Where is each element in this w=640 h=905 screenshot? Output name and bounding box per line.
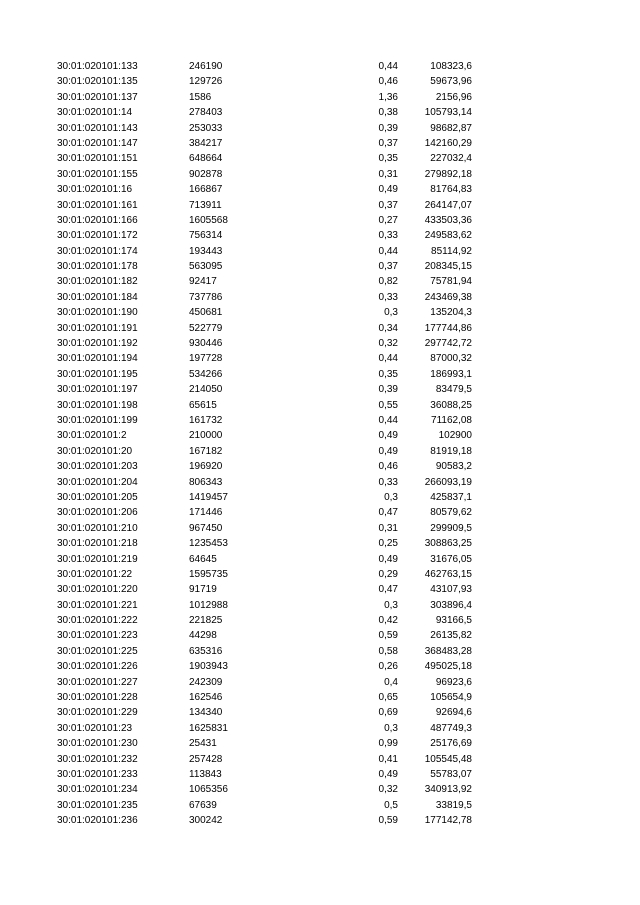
value-cell: 93166,5 bbox=[435, 615, 472, 627]
area-cell: 1419457 bbox=[189, 491, 228, 503]
table-row bbox=[0, 782, 640, 797]
cadastral-number-cell: 30:01:020101:204 bbox=[57, 476, 138, 488]
value-cell: 36088,25 bbox=[430, 399, 472, 411]
rate-cell: 0,49 bbox=[378, 445, 398, 457]
cadastral-number-cell: 30:01:020101:236 bbox=[57, 815, 138, 827]
table-row bbox=[0, 444, 640, 459]
value-cell: 90583,2 bbox=[435, 461, 472, 473]
cadastral-number-cell: 30:01:020101:161 bbox=[57, 199, 138, 211]
value-cell: 71162,08 bbox=[431, 414, 472, 426]
cadastral-number-cell: 30:01:020101:2 bbox=[57, 430, 127, 442]
cadastral-number-cell: 30:01:020101:23 bbox=[57, 722, 133, 734]
table-row bbox=[0, 244, 640, 259]
rate-cell: 0,33 bbox=[378, 230, 398, 242]
table-row bbox=[0, 798, 640, 813]
value-cell: 26135,82 bbox=[430, 630, 472, 642]
rate-cell: 0,44 bbox=[378, 245, 398, 257]
rate-cell: 0,55 bbox=[378, 399, 398, 411]
area-cell: 930446 bbox=[189, 338, 223, 350]
cadastral-number-cell: 30:01:020101:230 bbox=[57, 738, 138, 750]
cadastral-number-cell: 30:01:020101:14 bbox=[57, 107, 133, 119]
table-row bbox=[0, 675, 640, 690]
area-cell: 1625831 bbox=[189, 722, 228, 734]
table-row bbox=[0, 659, 640, 674]
cadastral-number-cell: 30:01:020101:147 bbox=[57, 137, 138, 149]
value-cell: 299909,5 bbox=[430, 522, 472, 534]
table-row bbox=[0, 213, 640, 228]
table-row bbox=[0, 198, 640, 213]
value-cell: 297742,72 bbox=[424, 338, 472, 350]
table-row bbox=[0, 367, 640, 382]
cadastral-number-cell: 30:01:020101:229 bbox=[57, 707, 138, 719]
area-cell: 129726 bbox=[189, 76, 223, 88]
table-row bbox=[0, 459, 640, 474]
cadastral-number-cell: 30:01:020101:198 bbox=[57, 399, 138, 411]
rate-cell: 0,47 bbox=[378, 584, 398, 596]
table-row bbox=[0, 290, 640, 305]
area-cell: 713911 bbox=[189, 199, 222, 211]
data-table bbox=[0, 59, 640, 829]
cadastral-number-cell: 30:01:020101:22 bbox=[57, 568, 133, 580]
rate-cell: 0,26 bbox=[378, 661, 398, 673]
value-cell: 487749,3 bbox=[430, 722, 472, 734]
area-cell: 1065356 bbox=[189, 784, 228, 796]
table-row bbox=[0, 59, 640, 74]
cadastral-number-cell: 30:01:020101:16 bbox=[57, 184, 133, 196]
rate-cell: 1,36 bbox=[378, 91, 398, 103]
cadastral-number-cell: 30:01:020101:233 bbox=[57, 768, 138, 780]
area-cell: 196920 bbox=[189, 461, 223, 473]
table-row bbox=[0, 428, 640, 443]
rate-cell: 0,35 bbox=[378, 368, 398, 380]
value-cell: 105545,48 bbox=[424, 753, 472, 765]
cadastral-number-cell: 30:01:020101:192 bbox=[57, 338, 138, 350]
value-cell: 368483,28 bbox=[424, 645, 472, 657]
table-row bbox=[0, 167, 640, 182]
rate-cell: 0,41 bbox=[378, 753, 398, 765]
area-cell: 246190 bbox=[189, 61, 223, 72]
table-row bbox=[0, 413, 640, 428]
table-row bbox=[0, 628, 640, 643]
rate-cell: 0,37 bbox=[378, 137, 398, 149]
area-cell: 278403 bbox=[189, 107, 223, 119]
rate-cell: 0,49 bbox=[378, 184, 398, 196]
rate-cell: 0,44 bbox=[378, 353, 398, 365]
cadastral-number-cell: 30:01:020101:178 bbox=[57, 261, 138, 273]
cadastral-number-cell: 30:01:020101:137 bbox=[57, 91, 138, 103]
cadastral-number-cell: 30:01:020101:210 bbox=[57, 522, 138, 534]
value-cell: 59673,96 bbox=[430, 76, 472, 88]
rate-cell: 0,33 bbox=[378, 476, 398, 488]
table-row bbox=[0, 613, 640, 628]
value-cell: 177142,78 bbox=[424, 815, 472, 827]
rate-cell: 0,3 bbox=[384, 722, 398, 734]
table-row bbox=[0, 813, 640, 828]
area-cell: 384217 bbox=[189, 137, 223, 149]
table-row bbox=[0, 74, 640, 89]
value-cell: 43107,93 bbox=[430, 584, 472, 596]
value-cell: 340913,92 bbox=[424, 784, 472, 796]
cadastral-number-cell: 30:01:020101:235 bbox=[57, 799, 138, 811]
cadastral-number-cell: 30:01:020101:206 bbox=[57, 507, 138, 519]
table-row bbox=[0, 598, 640, 613]
value-cell: 266093,19 bbox=[424, 476, 472, 488]
value-cell: 25176,69 bbox=[430, 738, 472, 750]
value-cell: 142160,29 bbox=[424, 137, 472, 149]
table-row bbox=[0, 398, 640, 413]
cadastral-number-cell: 30:01:020101:172 bbox=[57, 230, 138, 242]
area-cell: 113843 bbox=[189, 768, 222, 780]
cadastral-number-cell: 30:01:020101:143 bbox=[57, 122, 138, 134]
value-cell: 227032,4 bbox=[430, 153, 472, 165]
area-cell: 635316 bbox=[189, 645, 223, 657]
cadastral-number-cell: 30:01:020101:219 bbox=[57, 553, 138, 565]
cadastral-number-cell: 30:01:020101:222 bbox=[57, 615, 138, 627]
table-row bbox=[0, 767, 640, 782]
cadastral-number-cell: 30:01:020101:232 bbox=[57, 753, 138, 765]
area-cell: 534266 bbox=[189, 368, 223, 380]
area-cell: 806343 bbox=[189, 476, 223, 488]
value-cell: 243469,38 bbox=[424, 291, 472, 303]
value-cell: 81764,83 bbox=[430, 184, 472, 196]
cadastral-number-cell: 30:01:020101:199 bbox=[57, 414, 138, 426]
rate-cell: 0,4 bbox=[384, 676, 398, 688]
rate-cell: 0,42 bbox=[378, 615, 398, 627]
rate-cell: 0,5 bbox=[384, 799, 398, 811]
rate-cell: 0,82 bbox=[378, 276, 398, 288]
rate-cell: 0,44 bbox=[378, 414, 398, 426]
table-row bbox=[0, 721, 640, 736]
area-cell: 1903943 bbox=[189, 661, 228, 673]
cadastral-number-cell: 30:01:020101:205 bbox=[57, 491, 138, 503]
rate-cell: 0,37 bbox=[378, 199, 398, 211]
table-row bbox=[0, 752, 640, 767]
area-cell: 92417 bbox=[189, 276, 217, 288]
area-cell: 737786 bbox=[189, 291, 223, 303]
value-cell: 80579,62 bbox=[430, 507, 472, 519]
cadastral-number-cell: 30:01:020101:190 bbox=[57, 307, 138, 319]
rate-cell: 0,39 bbox=[378, 384, 398, 396]
cadastral-number-cell: 30:01:020101:135 bbox=[57, 76, 138, 88]
table-row bbox=[0, 121, 640, 136]
cadastral-number-cell: 30:01:020101:226 bbox=[57, 661, 138, 673]
cadastral-number-cell: 30:01:020101:223 bbox=[57, 630, 138, 642]
area-cell: 161732 bbox=[189, 414, 223, 426]
area-cell: 210000 bbox=[189, 430, 223, 442]
table-row bbox=[0, 736, 640, 751]
value-cell: 495025,18 bbox=[424, 661, 472, 673]
rate-cell: 0,99 bbox=[378, 738, 398, 750]
cadastral-number-cell: 30:01:020101:194 bbox=[57, 353, 138, 365]
value-cell: 177744,86 bbox=[424, 322, 472, 334]
rate-cell: 0,49 bbox=[378, 768, 398, 780]
value-cell: 279892,18 bbox=[424, 168, 472, 180]
area-cell: 756314 bbox=[189, 230, 223, 242]
area-cell: 171446 bbox=[189, 507, 223, 519]
area-cell: 1012988 bbox=[189, 599, 228, 611]
value-cell: 433503,36 bbox=[424, 214, 472, 226]
area-cell: 64645 bbox=[189, 553, 217, 565]
table-row bbox=[0, 567, 640, 582]
area-cell: 214050 bbox=[189, 384, 223, 396]
table-row bbox=[0, 382, 640, 397]
table-row bbox=[0, 690, 640, 705]
table-row bbox=[0, 336, 640, 351]
table-row bbox=[0, 536, 640, 551]
value-cell: 55783,07 bbox=[430, 768, 472, 780]
rate-cell: 0,69 bbox=[378, 707, 398, 719]
value-cell: 105793,14 bbox=[424, 107, 472, 119]
cadastral-number-cell: 30:01:020101:234 bbox=[57, 784, 138, 796]
value-cell: 105654,9 bbox=[430, 692, 472, 704]
table-row bbox=[0, 90, 640, 105]
rate-cell: 0,44 bbox=[378, 61, 398, 72]
area-cell: 65615 bbox=[189, 399, 217, 411]
table-row bbox=[0, 228, 640, 243]
rate-cell: 0,25 bbox=[378, 538, 398, 550]
cadastral-number-cell: 30:01:020101:218 bbox=[57, 538, 138, 550]
rate-cell: 0,46 bbox=[378, 461, 398, 473]
area-cell: 300242 bbox=[189, 815, 223, 827]
rate-cell: 0,31 bbox=[378, 522, 398, 534]
rate-cell: 0,29 bbox=[378, 568, 398, 580]
value-cell: 425837,1 bbox=[430, 491, 472, 503]
rate-cell: 0,37 bbox=[378, 261, 398, 273]
area-cell: 648664 bbox=[189, 153, 223, 165]
cadastral-number-cell: 30:01:020101:166 bbox=[57, 214, 138, 226]
area-cell: 967450 bbox=[189, 522, 223, 534]
area-cell: 450681 bbox=[189, 307, 223, 319]
table-row bbox=[0, 259, 640, 274]
rate-cell: 0,59 bbox=[378, 815, 398, 827]
area-cell: 166867 bbox=[189, 184, 223, 196]
area-cell: 162546 bbox=[189, 692, 223, 704]
rate-cell: 0,32 bbox=[378, 338, 398, 350]
rate-cell: 0,47 bbox=[378, 507, 398, 519]
table-row bbox=[0, 351, 640, 366]
rate-cell: 0,3 bbox=[384, 307, 398, 319]
area-cell: 522779 bbox=[189, 322, 223, 334]
value-cell: 462763,15 bbox=[424, 568, 472, 580]
table-row bbox=[0, 475, 640, 490]
cadastral-number-cell: 30:01:020101:155 bbox=[57, 168, 138, 180]
value-cell: 81919,18 bbox=[430, 445, 472, 457]
area-cell: 1595735 bbox=[189, 568, 228, 580]
value-cell: 303896,4 bbox=[430, 599, 472, 611]
area-cell: 1586 bbox=[189, 91, 212, 103]
value-cell: 92694,6 bbox=[435, 707, 472, 719]
rate-cell: 0,49 bbox=[378, 430, 398, 442]
table-row bbox=[0, 136, 640, 151]
value-cell: 98682,87 bbox=[430, 122, 472, 134]
table-row bbox=[0, 705, 640, 720]
area-cell: 134340 bbox=[189, 707, 223, 719]
table-row bbox=[0, 490, 640, 505]
area-cell: 44298 bbox=[189, 630, 217, 642]
value-cell: 83479,5 bbox=[435, 384, 472, 396]
cadastral-number-cell: 30:01:020101:151 bbox=[57, 153, 138, 165]
table-row bbox=[0, 552, 640, 567]
cadastral-number-cell: 30:01:020101:133 bbox=[57, 61, 138, 72]
rate-cell: 0,38 bbox=[378, 107, 398, 119]
cadastral-number-cell: 30:01:020101:184 bbox=[57, 291, 138, 303]
cadastral-number-cell: 30:01:020101:227 bbox=[57, 676, 138, 688]
area-cell: 902878 bbox=[189, 168, 223, 180]
area-cell: 1235453 bbox=[189, 538, 228, 550]
rate-cell: 0,65 bbox=[378, 692, 398, 704]
area-cell: 167182 bbox=[189, 445, 223, 457]
table-row bbox=[0, 582, 640, 597]
cadastral-number-cell: 30:01:020101:195 bbox=[57, 368, 138, 380]
area-cell: 242309 bbox=[189, 676, 223, 688]
cadastral-number-cell: 30:01:020101:220 bbox=[57, 584, 138, 596]
rate-cell: 0,49 bbox=[378, 553, 398, 565]
table-row bbox=[0, 274, 640, 289]
value-cell: 102900 bbox=[438, 430, 472, 442]
area-cell: 193443 bbox=[189, 245, 223, 257]
area-cell: 197728 bbox=[189, 353, 223, 365]
table-row bbox=[0, 105, 640, 120]
cadastral-number-cell: 30:01:020101:174 bbox=[57, 245, 138, 257]
value-cell: 33819,5 bbox=[435, 799, 472, 811]
value-cell: 87000,32 bbox=[430, 353, 472, 365]
value-cell: 108323,6 bbox=[430, 61, 472, 72]
table-row bbox=[0, 305, 640, 320]
rate-cell: 0,59 bbox=[378, 630, 398, 642]
cadastral-number-cell: 30:01:020101:203 bbox=[57, 461, 138, 473]
value-cell: 2156,96 bbox=[435, 91, 472, 103]
value-cell: 31676,05 bbox=[430, 553, 472, 565]
rate-cell: 0,58 bbox=[378, 645, 398, 657]
rate-cell: 0,3 bbox=[384, 599, 398, 611]
rate-cell: 0,33 bbox=[378, 291, 398, 303]
cadastral-number-cell: 30:01:020101:182 bbox=[57, 276, 138, 288]
rate-cell: 0,31 bbox=[378, 168, 398, 180]
cadastral-number-cell: 30:01:020101:20 bbox=[57, 445, 133, 457]
rate-cell: 0,34 bbox=[378, 322, 398, 334]
area-cell: 257428 bbox=[189, 753, 223, 765]
rate-cell: 0,39 bbox=[378, 122, 398, 134]
area-cell: 221825 bbox=[189, 615, 223, 627]
rate-cell: 0,27 bbox=[378, 214, 398, 226]
value-cell: 75781,94 bbox=[430, 276, 472, 288]
cadastral-number-cell: 30:01:020101:197 bbox=[57, 384, 138, 396]
area-cell: 253033 bbox=[189, 122, 223, 134]
table-row bbox=[0, 321, 640, 336]
area-cell: 67639 bbox=[189, 799, 217, 811]
rate-cell: 0,32 bbox=[378, 784, 398, 796]
table-row bbox=[0, 644, 640, 659]
area-cell: 91719 bbox=[189, 584, 217, 596]
rate-cell: 0,46 bbox=[378, 76, 398, 88]
value-cell: 135204,3 bbox=[430, 307, 472, 319]
cadastral-number-cell: 30:01:020101:228 bbox=[57, 692, 138, 704]
cadastral-number-cell: 30:01:020101:221 bbox=[57, 599, 138, 611]
value-cell: 249583,62 bbox=[424, 230, 472, 242]
area-cell: 563095 bbox=[189, 261, 223, 273]
value-cell: 186993,1 bbox=[430, 368, 472, 380]
table-row bbox=[0, 521, 640, 536]
value-cell: 208345,15 bbox=[424, 261, 472, 273]
value-cell: 96923,6 bbox=[435, 676, 472, 688]
area-cell: 1605568 bbox=[189, 214, 228, 226]
cadastral-number-cell: 30:01:020101:225 bbox=[57, 645, 138, 657]
area-cell: 25431 bbox=[189, 738, 217, 750]
rate-cell: 0,3 bbox=[384, 491, 398, 503]
table-row bbox=[0, 505, 640, 520]
cadastral-number-cell: 30:01:020101:191 bbox=[57, 322, 138, 334]
value-cell: 308863,25 bbox=[424, 538, 472, 550]
table-row bbox=[0, 151, 640, 166]
table-row bbox=[0, 182, 640, 197]
value-cell: 264147,07 bbox=[424, 199, 472, 211]
rate-cell: 0,35 bbox=[378, 153, 398, 165]
value-cell: 85114,92 bbox=[431, 245, 472, 257]
